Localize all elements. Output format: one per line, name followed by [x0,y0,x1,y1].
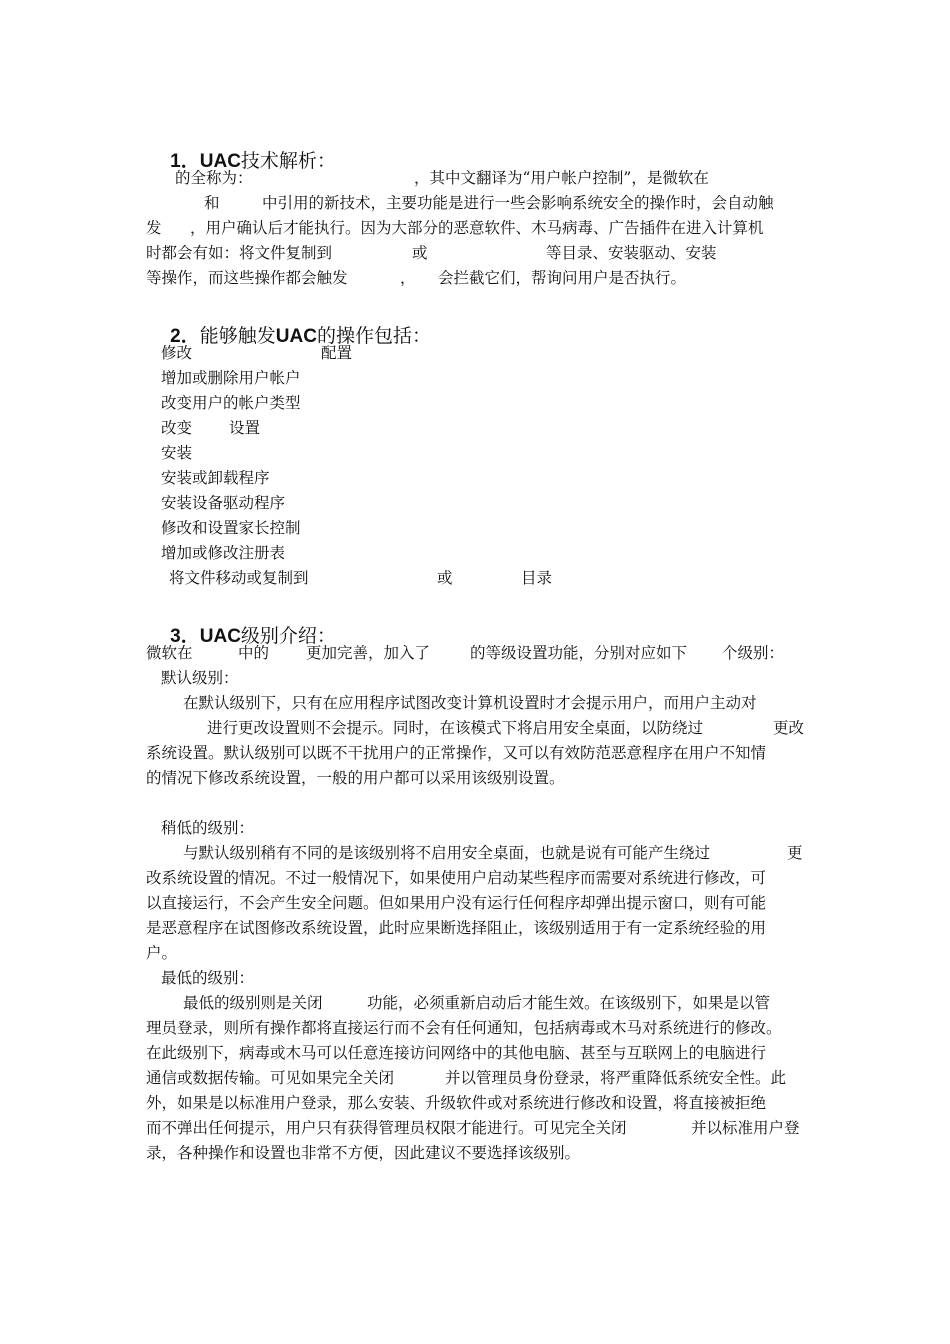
paragraph-text: 与默认级别稍有不同的是该级别将不启用安全桌面，也就是说有可能产生绕过 [183,844,711,862]
paragraph-text: ，用户确认后才能执行。因为大部分的恶意软件、木马病毒、广告插件在进入计算机 [190,219,764,237]
section-2-heading-pre: 能够触发 [199,325,276,347]
paragraph-text: 更 [787,844,803,862]
paragraph-text: 个级别： [722,644,785,662]
paragraph-text: 会拦截它们，帮询问用户是否执行。 [438,269,687,287]
paragraph-text: ，其中文翻译为“用户帐户控制”，是微软在 [414,169,709,187]
list-item: 改变用户的帐户类型 [161,394,301,412]
list-item: 安装或卸载程序 [161,469,270,487]
list-item: 配置 [321,344,353,362]
section-2-heading [146,297,431,376]
section-1-heading-text: 技术解析： [240,150,336,172]
list-item: 目录 [521,569,553,587]
list-item: 设置 [229,419,261,437]
paragraph-text: 的等级设置功能，分别对应如下 [470,644,688,662]
paragraph-text: 录，各种操作和设置也非常不方便，因此建议不要选择该级别。 [146,1144,581,1162]
paragraph-text: 等目录、安装驱动、安装 [546,244,717,262]
paragraph-text: 并以标准用户登 [691,1119,800,1137]
paragraph-text: 是恶意程序在试图修改系统设置，此时应果断选择阻止，该级别适用于有一定系统经验的用 [146,919,767,937]
paragraph-text: 进行更改设置则不会提示。同时，在该模式下将启用安全桌面，以防绕过 [207,719,704,737]
list-item: 安装 [161,444,193,462]
paragraph-text: 的情况下修改系统设置，一般的用户都可以采用该级别设置。 [146,769,565,787]
section-1-number: 1． [170,151,200,172]
section-2-number: 2． [170,326,200,347]
paragraph-text: 或 [412,244,428,262]
paragraph-text: 微软在 [146,644,193,662]
section-3-heading-text: 级别介绍： [240,625,336,647]
list-item: 增加或删除用户帐户 [161,369,301,387]
paragraph-text: 时都会有如：将文件复制到 [146,244,333,262]
paragraph-text: 理员登录，则所有操作都将直接运行而不会有任何通知，包括病毒或木马对系统进行的修改。 [146,1019,782,1037]
level-title-lower: 稍低的级别： [161,819,255,837]
section-3-heading [146,597,336,676]
list-item: 修改 [161,344,193,362]
paragraph-text: 功能，必须重新启动后才能生效。在该级别下，如果是以管 [367,994,771,1012]
paragraph-text: 更改 [773,719,805,737]
section-1-heading-bold: UAC [199,151,241,172]
paragraph-text: 以直接运行，不会产生安全问题。但如果用户没有运行任何程序却弹出提示窗口，则有可能 [146,894,767,912]
paragraph-text: ， [400,269,416,287]
paragraph-text: 在此级别下，病毒或木马可以任意连接访问网络中的其他电脑、甚至与互联网上的电脑进行 [146,1044,767,1062]
list-item: 将文件移动或复制到 [169,569,309,587]
paragraph-text: 更加完善，加入了 [306,644,431,662]
list-item: 增加或修改注册表 [161,544,286,562]
paragraph-text: 改系统设置的情况。不过一般情况下，如果使用户启动某些程序而需要对系统进行修改，可 [146,869,767,887]
paragraph-text: 和 [204,194,220,212]
section-3-heading-bold: UAC [199,626,241,647]
section-3-number: 3． [170,626,200,647]
paragraph-text: 等操作，而这些操作都会触发 [146,269,348,287]
paragraph-text: 的全称为： [175,169,253,187]
paragraph-text: 中引用的新技术，主要功能是进行一些会影响系统安全的操作时，会自动触 [262,194,774,212]
level-title-default: 默认级别： [161,669,239,687]
list-item: 安装设备驱动程序 [161,494,286,512]
level-title-lowest: 最低的级别： [161,969,255,987]
paragraph-text: 发 [146,219,162,237]
paragraph-text: 而不弹出任何提示，用户只有获得管理员权限才能进行。可见完全关闭 [146,1119,627,1137]
section-2-heading-bold: UAC [275,326,317,347]
paragraph-text: 户。 [146,944,178,962]
section-1-heading [146,122,336,201]
paragraph-text: 中的 [238,644,270,662]
paragraph-text: 外，如果是以标准用户登录，那么安装、升级软件或对系统进行修改和设置，将直接被拒绝 [146,1094,767,1112]
list-item: 修改和设置家长控制 [161,519,301,537]
paragraph-text: 并以管理员身份登录，将严重降低系统安全性。此 [445,1069,787,1087]
section-2-heading-text: 的操作包括： [316,325,431,347]
list-item: 或 [437,569,453,587]
paragraph-text: 在默认级别下，只有在应用程序试图改变计算机设置时才会提示用户，而用户主动对 [183,694,757,712]
paragraph-text: 系统设置。默认级别可以既不干扰用户的正常操作，又可以有效防范恶意程序在用户不知情 [146,744,767,762]
list-item: 改变 [161,419,193,437]
paragraph-text: 最低的级别则是关闭 [183,994,323,1012]
paragraph-text: 通信或数据传输。可见如果完全关闭 [146,1069,395,1087]
